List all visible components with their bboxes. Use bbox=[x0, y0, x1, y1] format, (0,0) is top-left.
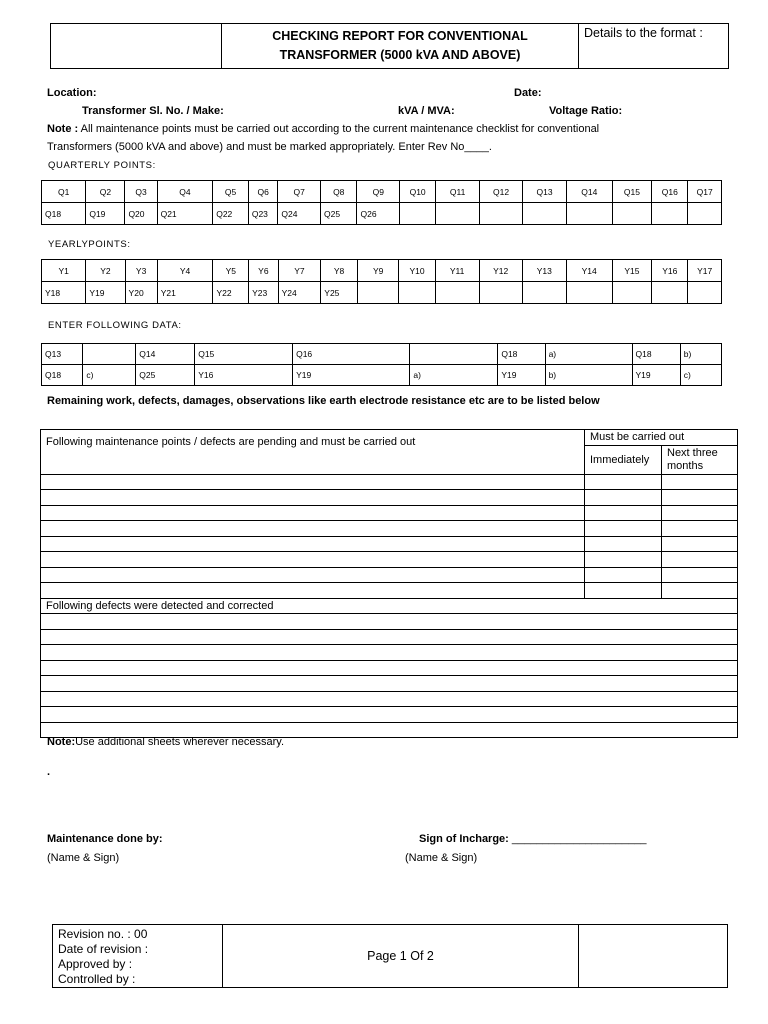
corrected-row bbox=[41, 707, 738, 723]
pending-row-cell bbox=[585, 567, 662, 583]
pending-row-cell bbox=[41, 490, 585, 506]
enter-data-cell: a) bbox=[410, 365, 498, 386]
note-label: Note : bbox=[47, 123, 79, 135]
yearly-cell: Y16 bbox=[652, 260, 688, 282]
note-line-2 bbox=[47, 141, 492, 153]
enter-data-cell: Y19 bbox=[293, 365, 410, 386]
quarterly-cell: Q10 bbox=[400, 181, 436, 203]
defects-table bbox=[40, 429, 738, 738]
kva-label: kVA / MVA: bbox=[398, 105, 455, 117]
quarterly-title: QUARTERLY POINTS: bbox=[48, 160, 156, 171]
yearly-cell: Y18 bbox=[42, 282, 86, 304]
yearly-cell bbox=[435, 282, 479, 304]
pending-row-cell bbox=[662, 521, 738, 537]
note-end: . bbox=[488, 141, 492, 153]
quarterly-cell bbox=[567, 203, 613, 225]
incharge-name-sign: (Name & Sign) bbox=[405, 852, 478, 864]
note-text-2: Transformers (5000 kVA and above) and must be marked appropriately. Enter Rev No bbox=[47, 141, 465, 153]
pending-row-cell bbox=[585, 505, 662, 521]
note-2-text: Use additional sheets wherever necessary. bbox=[75, 736, 285, 748]
quarterly-row-1 bbox=[42, 181, 722, 203]
header-table bbox=[50, 23, 729, 69]
enter-data-row-1 bbox=[42, 344, 722, 365]
enter-data-cell: Y16 bbox=[195, 365, 293, 386]
location-label: Location: bbox=[47, 87, 97, 99]
yearly-title: YEARLYPOINTS: bbox=[48, 239, 131, 250]
maintenance-name-sign: (Name & Sign) bbox=[47, 852, 120, 864]
pending-row-cell bbox=[662, 474, 738, 490]
yearly-cell bbox=[612, 282, 652, 304]
report-title bbox=[222, 24, 579, 69]
corrected-row-cell bbox=[41, 691, 738, 707]
quarterly-cell: Q14 bbox=[567, 181, 613, 203]
footer-table bbox=[52, 924, 728, 988]
corrected-heading: Following defects were detected and corrected bbox=[41, 598, 738, 614]
yearly-grid bbox=[41, 259, 722, 304]
quarterly-cell: Q20 bbox=[125, 203, 157, 225]
enter-data-row-2 bbox=[42, 365, 722, 386]
note-2 bbox=[47, 736, 284, 748]
quarterly-row-2 bbox=[42, 203, 722, 225]
enter-data-cell: Q18 bbox=[498, 344, 545, 365]
corrected-row bbox=[41, 691, 738, 707]
quarterly-cell: Q1 bbox=[42, 181, 86, 203]
transformer-label: Transformer Sl. No. / Make: bbox=[82, 105, 224, 117]
yearly-cell: Y24 bbox=[278, 282, 321, 304]
incharge-sign bbox=[419, 833, 647, 845]
quarterly-cell: Q18 bbox=[42, 203, 86, 225]
quarterly-cell: Q17 bbox=[688, 181, 722, 203]
enter-data-cell: Y19 bbox=[632, 365, 680, 386]
pending-row-cell bbox=[585, 521, 662, 537]
yearly-cell: Y25 bbox=[321, 282, 358, 304]
enter-data-cell: Q15 bbox=[195, 344, 293, 365]
title-line-2: TRANSFORMER (5000 kVA AND ABOVE) bbox=[279, 48, 521, 62]
title-line-1: CHECKING REPORT FOR CONVENTIONAL bbox=[272, 29, 528, 43]
page-number: Page 1 Of 2 bbox=[223, 925, 579, 988]
quarterly-cell bbox=[523, 203, 567, 225]
voltage-label: Voltage Ratio: bbox=[549, 105, 623, 117]
pending-row-cell bbox=[585, 583, 662, 599]
quarterly-cell: Q19 bbox=[86, 203, 125, 225]
quarterly-cell: Q21 bbox=[157, 203, 213, 225]
corrected-row bbox=[41, 676, 738, 692]
quarterly-cell: Q24 bbox=[278, 203, 321, 225]
yearly-cell: Y20 bbox=[125, 282, 157, 304]
enter-data-table bbox=[41, 343, 722, 386]
next-three-label: Next three bbox=[667, 446, 718, 459]
enter-data-cell bbox=[83, 344, 136, 365]
yearly-cell: Y4 bbox=[157, 260, 213, 282]
yearly-cell bbox=[479, 282, 522, 304]
quarterly-cell: Q25 bbox=[320, 203, 357, 225]
quarterly-cell: Q9 bbox=[357, 181, 400, 203]
corrected-row-cell bbox=[41, 614, 738, 630]
approved-by: Approved by : bbox=[58, 957, 133, 971]
quarterly-cell bbox=[480, 203, 523, 225]
pending-heading: Following maintenance points / defects are pending and must be carried out bbox=[41, 430, 585, 475]
quarterly-cell bbox=[612, 203, 652, 225]
details-cell: Details to the format : bbox=[579, 24, 729, 69]
enter-data-cell: b) bbox=[545, 365, 632, 386]
yearly-cell: Y9 bbox=[357, 260, 399, 282]
corrected-row-cell bbox=[41, 645, 738, 661]
yearly-cell: Y2 bbox=[86, 260, 125, 282]
incharge-label: Sign of Incharge: bbox=[419, 833, 509, 845]
pending-row bbox=[41, 583, 738, 599]
quarterly-cell: Q2 bbox=[86, 181, 125, 203]
pending-row bbox=[41, 490, 738, 506]
enter-data-cell: b) bbox=[680, 344, 721, 365]
yearly-cell bbox=[652, 282, 688, 304]
yearly-cell: Y13 bbox=[522, 260, 566, 282]
pending-row-cell bbox=[41, 521, 585, 537]
quarterly-cell bbox=[652, 203, 688, 225]
corrected-row bbox=[41, 614, 738, 630]
corrected-row-cell bbox=[41, 707, 738, 723]
yearly-row-1 bbox=[42, 260, 722, 282]
revision-no: Revision no. : 00 bbox=[58, 927, 148, 941]
pending-row-cell bbox=[662, 490, 738, 506]
header-blank-cell bbox=[51, 24, 222, 69]
yearly-cell: Y1 bbox=[42, 260, 86, 282]
enter-data-title: ENTER FOLLOWING DATA: bbox=[48, 320, 182, 331]
enter-data-cell: Q25 bbox=[136, 365, 195, 386]
enter-data-cell: Q14 bbox=[136, 344, 195, 365]
yearly-cell: Y11 bbox=[435, 260, 479, 282]
months-label: months bbox=[667, 459, 704, 472]
immediately-header: Immediately bbox=[585, 445, 662, 474]
yearly-cell bbox=[522, 282, 566, 304]
pending-row-cell bbox=[662, 505, 738, 521]
pending-row-cell bbox=[41, 474, 585, 490]
enter-data-cell: Q13 bbox=[42, 344, 83, 365]
pending-row-cell bbox=[662, 536, 738, 552]
enter-data-cell: c) bbox=[680, 365, 721, 386]
corrected-row-cell bbox=[41, 676, 738, 692]
quarterly-cell bbox=[688, 203, 722, 225]
quarterly-cell: Q15 bbox=[612, 181, 652, 203]
enter-data-cell: a) bbox=[545, 344, 632, 365]
pending-row-cell bbox=[41, 567, 585, 583]
pending-row bbox=[41, 536, 738, 552]
quarterly-cell bbox=[436, 203, 480, 225]
must-be-carried-out-header: Must be carried out bbox=[585, 430, 738, 446]
note-text-1: All maintenance points must be carried out according to the current maintenance checklist for conventional bbox=[78, 123, 600, 135]
pending-row-cell bbox=[41, 505, 585, 521]
quarterly-cell: Q23 bbox=[248, 203, 278, 225]
yearly-cell: Y8 bbox=[321, 260, 358, 282]
yearly-cell: Y15 bbox=[612, 260, 652, 282]
quarterly-cell: Q7 bbox=[278, 181, 321, 203]
yearly-cell: Y21 bbox=[157, 282, 213, 304]
enter-data-cell: c) bbox=[83, 365, 136, 386]
revision-info bbox=[53, 925, 223, 988]
enter-data-cell: Q18 bbox=[42, 365, 83, 386]
quarterly-grid bbox=[41, 180, 722, 225]
pending-row-cell bbox=[41, 583, 585, 599]
pending-row-cell bbox=[662, 567, 738, 583]
date-of-revision: Date of revision : bbox=[58, 942, 149, 956]
quarterly-cell: Q3 bbox=[125, 181, 157, 203]
pending-row-cell bbox=[585, 474, 662, 490]
yearly-cell: Y14 bbox=[566, 260, 612, 282]
quarterly-cell: Q16 bbox=[652, 181, 688, 203]
pending-row bbox=[41, 474, 738, 490]
corrected-row bbox=[41, 629, 738, 645]
quarterly-cell: Q22 bbox=[213, 203, 249, 225]
maintenance-done-by-label: Maintenance done by: bbox=[47, 833, 163, 845]
quarterly-cell: Q8 bbox=[320, 181, 357, 203]
quarterly-cell: Q26 bbox=[357, 203, 400, 225]
yearly-cell bbox=[688, 282, 722, 304]
yearly-cell bbox=[357, 282, 399, 304]
rev-no-blank: ____ bbox=[464, 141, 489, 153]
enter-data-cell: Y19 bbox=[498, 365, 545, 386]
controlled-by: Controlled by : bbox=[58, 972, 136, 986]
pending-row-cell bbox=[585, 552, 662, 568]
pending-row-cell bbox=[662, 583, 738, 599]
incharge-sign-line: ______________________ bbox=[511, 833, 647, 845]
quarterly-cell: Q5 bbox=[213, 181, 249, 203]
corrected-row bbox=[41, 645, 738, 661]
pending-row bbox=[41, 505, 738, 521]
pending-row bbox=[41, 521, 738, 537]
yearly-cell: Y17 bbox=[688, 260, 722, 282]
yearly-cell: Y6 bbox=[249, 260, 279, 282]
pending-row-cell bbox=[41, 536, 585, 552]
pending-row-cell bbox=[585, 536, 662, 552]
stray-dot: . bbox=[47, 766, 51, 778]
yearly-cell: Y12 bbox=[479, 260, 522, 282]
enter-data-cell bbox=[410, 344, 498, 365]
corrected-row bbox=[41, 660, 738, 676]
date-label: Date: bbox=[514, 87, 542, 99]
pending-row bbox=[41, 552, 738, 568]
pending-row-cell bbox=[662, 552, 738, 568]
yearly-cell bbox=[399, 282, 435, 304]
quarterly-cell: Q6 bbox=[248, 181, 278, 203]
quarterly-cell bbox=[400, 203, 436, 225]
pending-row-cell bbox=[585, 490, 662, 506]
corrected-row-cell bbox=[41, 660, 738, 676]
footer-blank-cell bbox=[579, 925, 728, 988]
note-2-label: Note: bbox=[47, 736, 76, 748]
yearly-cell: Y22 bbox=[213, 282, 249, 304]
yearly-cell: Y7 bbox=[278, 260, 321, 282]
yearly-cell: Y23 bbox=[249, 282, 279, 304]
quarterly-cell: Q13 bbox=[523, 181, 567, 203]
enter-data-cell: Q18 bbox=[632, 344, 680, 365]
pending-row bbox=[41, 567, 738, 583]
enter-data-cell: Q16 bbox=[293, 344, 410, 365]
quarterly-cell: Q4 bbox=[157, 181, 213, 203]
remaining-work-heading: Remaining work, defects, damages, observations like earth electrode resistance etc are to be listed below bbox=[47, 395, 600, 407]
pending-row-cell bbox=[41, 552, 585, 568]
yearly-cell: Y10 bbox=[399, 260, 435, 282]
note-line-1 bbox=[47, 123, 599, 135]
next-three-months-header bbox=[662, 445, 738, 474]
yearly-cell: Y19 bbox=[86, 282, 125, 304]
quarterly-cell: Q11 bbox=[436, 181, 480, 203]
yearly-row-2 bbox=[42, 282, 722, 304]
yearly-cell: Y3 bbox=[125, 260, 157, 282]
yearly-cell bbox=[566, 282, 612, 304]
yearly-cell: Y5 bbox=[213, 260, 249, 282]
corrected-row-cell bbox=[41, 629, 738, 645]
quarterly-cell: Q12 bbox=[480, 181, 523, 203]
